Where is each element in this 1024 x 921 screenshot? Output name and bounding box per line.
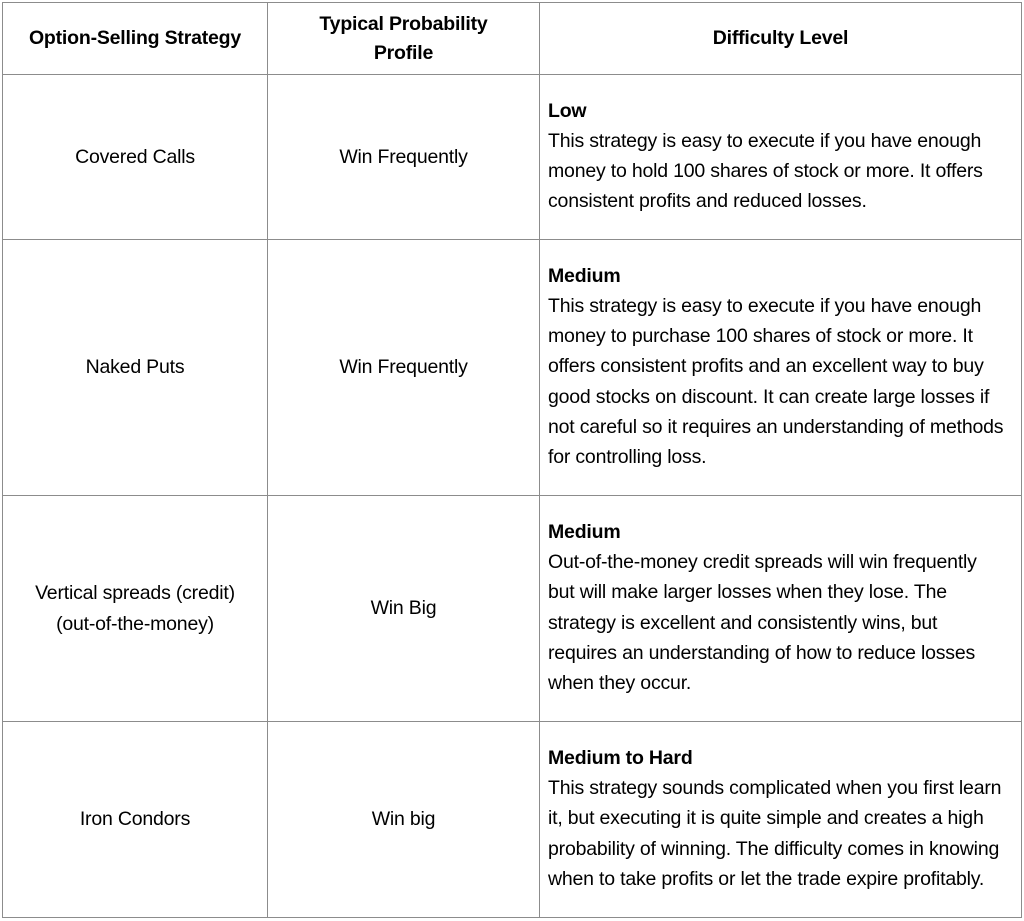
probability-cell: Win Big <box>268 496 540 722</box>
strategy-cell <box>3 496 268 722</box>
header-strategy: Option-Selling Strategy <box>3 3 268 75</box>
difficulty-description: This strategy sounds complicated when you first learn it, but executing it is quite simple and creates a high probability of winning. The difficulty comes in knowing when to take profits or let the trade expire profitably. <box>548 777 1002 890</box>
difficulty-description: Out-of-the-money credit spreads will win frequently but will make larger losses when they lose. The strategy is excellent and consistently wins, but requires an understanding of how to reduce losses when they occur. <box>548 551 977 694</box>
difficulty-level: Medium <box>548 520 621 543</box>
strategy-table <box>2 2 1022 918</box>
strategy-cell: Iron Condors <box>3 722 268 918</box>
difficulty-cell <box>540 240 1022 496</box>
difficulty-cell <box>540 722 1022 918</box>
strategy-cell: Covered Calls <box>3 75 268 240</box>
strategy-cell: Naked Puts <box>3 240 268 496</box>
header-row <box>3 3 1022 75</box>
difficulty-cell <box>540 75 1022 240</box>
difficulty-level: Medium <box>548 264 621 287</box>
difficulty-level: Low <box>548 99 587 122</box>
probability-cell: Win big <box>268 722 540 918</box>
difficulty-level: Medium to Hard <box>548 746 693 769</box>
header-probability <box>268 3 540 75</box>
difficulty-description: This strategy is easy to execute if you have enough money to purchase 100 shares of stock or more. It offers consistent profits and an excellent way to buy good stocks on discount. It can create large losses if not careful so it requires an understanding of methods for controlling loss. <box>548 294 1004 468</box>
strategy-label: Vertical spreads (credit) (out-of-the-money) <box>35 582 235 635</box>
header-difficulty: Difficulty Level <box>540 3 1022 75</box>
difficulty-description: This strategy is easy to execute if you have enough money to hold 100 shares of stock or more. It offers consistent profits and reduced losses. <box>548 129 983 213</box>
probability-cell: Win Frequently <box>268 75 540 240</box>
table-row <box>3 496 1022 722</box>
table-row <box>3 240 1022 496</box>
probability-cell: Win Frequently <box>268 240 540 496</box>
table-row <box>3 75 1022 240</box>
table-row <box>3 722 1022 918</box>
header-probability-label: Typical Probability Profile <box>319 12 488 64</box>
difficulty-cell <box>540 496 1022 722</box>
